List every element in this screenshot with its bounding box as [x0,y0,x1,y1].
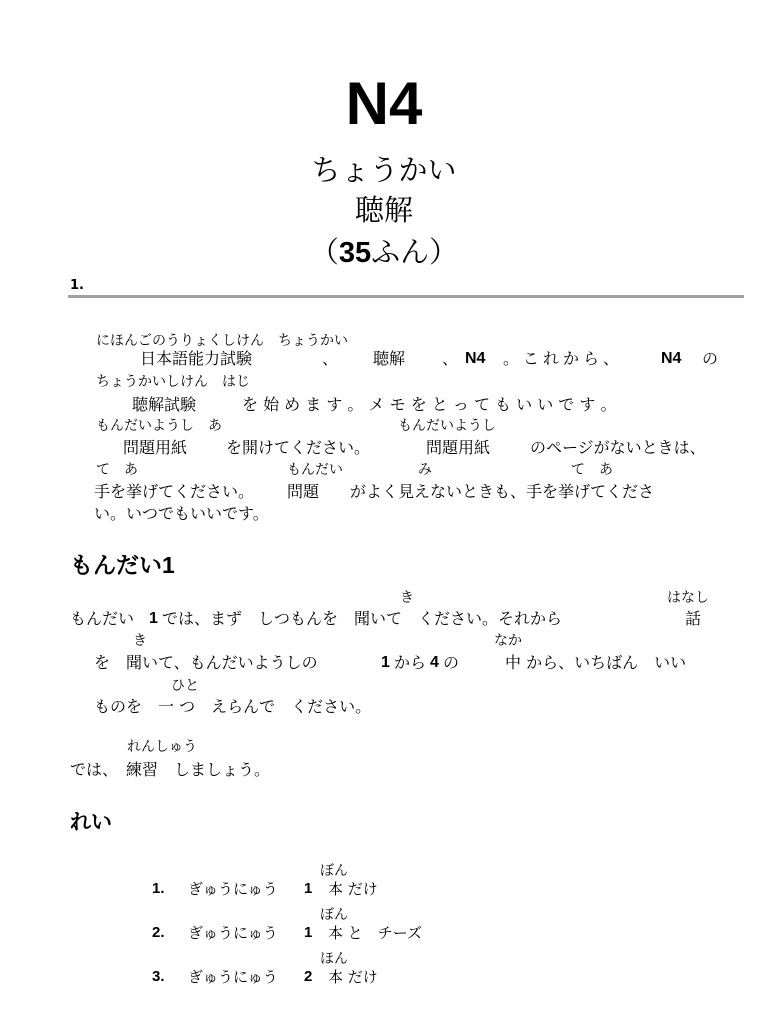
intro-ruby-4b: もんだい [287,462,343,478]
mondai-1-ruby-2b: なか [494,633,522,649]
intro-line-1a: 日本語能力試験 [140,349,253,368]
intro-line-1f: 。これから、 [503,349,624,368]
intro-ruby-2: ちょうかいしけん はじ [96,374,250,390]
mondai-1-ruby-2a: き [133,633,147,649]
option-3-text: ぎゅうにゅう [188,968,278,986]
option-3-count: 2 [304,968,313,985]
option-3-ruby: ほん [320,951,348,967]
duration-open-paren: （ [309,235,339,269]
intro-line-3b: を開けてください。 [226,438,371,457]
section-number: 1. [70,278,84,293]
intro-line-1d: 、 [442,349,459,368]
mondai-1-line-1d: 話 [685,609,702,628]
intro-ruby-4a: て あ [96,462,138,478]
intro-ruby-4d: て あ [571,462,613,478]
option-1-ruby: ぼん [320,863,348,879]
intro-line-1c: 聴解 [373,349,406,368]
intro-line-1b: 、 [322,349,339,368]
intro-line-3a: 問題用紙 [123,438,188,457]
duration-minutes: 35 [338,237,372,269]
mondai-1-line-1a: もんだい [70,609,135,628]
duration-unit: ふん） [371,235,459,269]
page-title: N4 [345,70,423,137]
intro-line-1g: N4 [661,350,682,367]
mondai-1-line-2d: 4 [430,654,439,671]
intro-ruby-1: にほんごのうりょくしけん ちょうかい [96,333,348,349]
option-3-number: 3. [152,968,165,985]
intro-line-5: い。いつでもいいです。 [94,504,269,523]
mondai-1-ruby-1a: き [400,590,414,606]
option-2-number: 2. [152,924,165,941]
intro-line-1e: N4 [465,350,486,367]
option-1-text: ぎゅうにゅう [188,880,278,898]
mondai-1-line-2e: の [443,653,460,672]
intro-line-4c: がよく見えないときも、手を挙げてくださ [350,482,655,501]
intro-line-1h: の [702,349,719,368]
mondai-1-line-1c: では、まず しつもんを 聞いて ください。それから [162,609,563,628]
mondai-1-line-2b: 1 [381,654,390,671]
option-2-tail: 本 と チーズ [328,924,423,942]
option-1-tail: 本 だけ [328,880,378,898]
mondai-1-line-4: では、 練習 しましょう。 [70,760,271,779]
subtitle-kana: ちょうかい [311,153,457,187]
intro-line-3c: 問題用紙 [426,438,491,457]
subtitle-kanji: 聴解 [354,193,413,227]
mondai-1-heading-number: 1 [162,552,175,578]
option-2-ruby: ぼん [320,907,348,923]
option-2-text: ぎゅうにゅう [188,924,278,942]
option-1-count: 1 [304,880,313,897]
mondai-1-line-2c: から [394,653,427,672]
mondai-1-heading [70,551,175,580]
section-divider [68,295,744,298]
intro-line-4b: 問題 [287,482,320,501]
intro-ruby-3a: もんだいようし あ [96,418,222,434]
mondai-1-ruby-3: ひと [171,678,199,694]
option-2-count: 1 [304,924,313,941]
mondai-1-line-3: ものを 一 つ えらんで ください。 [94,697,372,716]
option-3-tail: 本 だけ [328,968,378,986]
mondai-1-heading-text: もんだい [70,553,162,579]
intro-line-2b: を 始 め ま す 。 メ モ を と っ て も い い で す 。 [242,395,617,414]
intro-line-2a: 聴解試験 [132,395,197,414]
mondai-1-ruby-4: れんしゅう [127,739,197,755]
option-1-number: 1. [152,880,165,897]
intro-line-4a: 手を挙げてください。 [94,482,255,501]
mondai-1-line-2f: 中 から、いちばん いい [505,653,687,672]
exam-duration [0,235,768,270]
intro-line-3d: のページがないときは、 [530,438,706,457]
intro-ruby-3b: もんだいようし [398,418,496,434]
intro-ruby-4c: み [418,462,432,478]
mondai-1-line-2a: を 聞いて、もんだいようしの [94,653,318,672]
mondai-1-ruby-1b: はなし [667,590,709,606]
rei-heading: れい [70,810,112,834]
mondai-1-line-1b: 1 [149,610,158,627]
